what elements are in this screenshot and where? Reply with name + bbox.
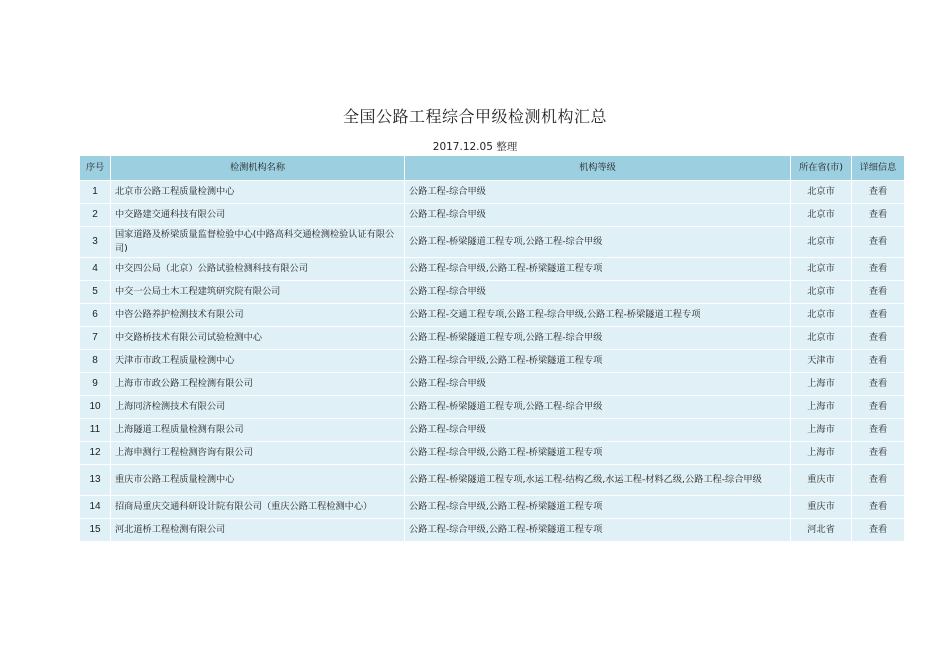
row-grade: 公路工程-综合甲级: [405, 419, 791, 442]
view-detail-link[interactable]: 查看: [868, 401, 888, 412]
view-detail-link[interactable]: 查看: [868, 501, 888, 512]
row-no: 15: [80, 519, 111, 542]
view-detail-link[interactable]: 查看: [868, 186, 888, 197]
row-name: 上海隧道工程质量检测有限公司: [111, 419, 405, 442]
view-detail-link[interactable]: 查看: [868, 236, 888, 247]
row-no: 1: [80, 181, 111, 204]
row-name: 中交四公局（北京）公路试验检测科技有限公司: [111, 258, 405, 281]
date-line: 2017.12.05 整理: [432, 141, 518, 153]
row-name: 国家道路及桥梁质量监督检验中心(中路高科交通检测检验认证有限公司): [111, 227, 405, 258]
row-name: 河北道桥工程检测有限公司: [111, 519, 405, 542]
header-no: 序号: [80, 156, 111, 181]
row-name: 上海申测行工程检测咨询有限公司: [111, 442, 405, 465]
row-detail-cell: [852, 258, 905, 281]
row-no: 6: [80, 304, 111, 327]
table-row: [80, 304, 905, 327]
institutions-table: [79, 155, 905, 542]
row-detail-cell: [852, 304, 905, 327]
row-no: 3: [80, 227, 111, 258]
table-row: [80, 396, 905, 419]
view-detail-link[interactable]: 查看: [868, 309, 888, 320]
row-province: 北京市: [791, 227, 852, 258]
table-row: [80, 350, 905, 373]
row-province: 北京市: [791, 258, 852, 281]
row-province: 重庆市: [791, 496, 852, 519]
row-name: 中交路建交通科技有限公司: [111, 204, 405, 227]
view-detail-link[interactable]: 查看: [868, 286, 888, 297]
row-grade: 公路工程-综合甲级: [405, 181, 791, 204]
view-detail-link[interactable]: 查看: [868, 263, 888, 274]
row-grade: 公路工程-桥梁隧道工程专项,水运工程-结构乙级,水运工程-材料乙级,公路工程-综合甲级: [405, 465, 791, 496]
row-no: 7: [80, 327, 111, 350]
row-name: 上海同济检测技术有限公司: [111, 396, 405, 419]
table-row: [80, 181, 905, 204]
row-detail-cell: [852, 181, 905, 204]
row-no: 4: [80, 258, 111, 281]
row-grade: 公路工程-交通工程专项,公路工程-综合甲级,公路工程-桥梁隧道工程专项: [405, 304, 791, 327]
row-no: 10: [80, 396, 111, 419]
row-province: 北京市: [791, 304, 852, 327]
row-detail-cell: [852, 419, 905, 442]
table-row: [80, 419, 905, 442]
view-detail-link[interactable]: 查看: [868, 209, 888, 220]
view-detail-link[interactable]: 查看: [868, 332, 888, 343]
row-no: 12: [80, 442, 111, 465]
row-name: 北京市公路工程质量检测中心: [111, 181, 405, 204]
page-title: 全国公路工程综合甲级检测机构汇总: [342, 107, 607, 126]
row-detail-cell: [852, 204, 905, 227]
table-row: [80, 442, 905, 465]
row-name: 上海市市政公路工程检测有限公司: [111, 373, 405, 396]
row-detail-cell: [852, 496, 905, 519]
row-detail-cell: [852, 465, 905, 496]
row-grade: 公路工程-综合甲级: [405, 373, 791, 396]
institutions-table-container: [79, 155, 904, 542]
row-no: 13: [80, 465, 111, 496]
row-detail-cell: [852, 442, 905, 465]
row-province: 上海市: [791, 419, 852, 442]
row-detail-cell: [852, 227, 905, 258]
row-no: 2: [80, 204, 111, 227]
row-name: 中交一公局土木工程建筑研究院有限公司: [111, 281, 405, 304]
row-name: 天津市市政工程质量检测中心: [111, 350, 405, 373]
view-detail-link[interactable]: 查看: [868, 447, 888, 458]
header-detail: 详细信息: [852, 156, 905, 181]
row-no: 11: [80, 419, 111, 442]
row-detail-cell: [852, 396, 905, 419]
row-grade: 公路工程-综合甲级: [405, 281, 791, 304]
row-name: 中咨公路养护检测技术有限公司: [111, 304, 405, 327]
table-row: [80, 465, 905, 496]
row-province: 上海市: [791, 442, 852, 465]
row-grade: 公路工程-综合甲级,公路工程-桥梁隧道工程专项: [405, 258, 791, 281]
row-province: 北京市: [791, 327, 852, 350]
row-name: 中交路桥技术有限公司试验检测中心: [111, 327, 405, 350]
row-province: 天津市: [791, 350, 852, 373]
row-detail-cell: [852, 281, 905, 304]
table-row: [80, 281, 905, 304]
header-grade: 机构等级: [405, 156, 791, 181]
row-no: 9: [80, 373, 111, 396]
row-detail-cell: [852, 350, 905, 373]
row-name: 重庆市公路工程质量检测中心: [111, 465, 405, 496]
view-detail-link[interactable]: 查看: [868, 355, 888, 366]
row-province: 上海市: [791, 373, 852, 396]
row-grade: 公路工程-综合甲级,公路工程-桥梁隧道工程专项: [405, 442, 791, 465]
row-province: 重庆市: [791, 465, 852, 496]
view-detail-link[interactable]: 查看: [868, 378, 888, 389]
view-detail-link[interactable]: 查看: [868, 474, 888, 485]
row-no: 14: [80, 496, 111, 519]
row-province: 北京市: [791, 281, 852, 304]
table-row: [80, 519, 905, 542]
table-header-row: [80, 156, 905, 181]
table-row: [80, 258, 905, 281]
row-grade: 公路工程-综合甲级,公路工程-桥梁隧道工程专项: [405, 519, 791, 542]
table-row: [80, 496, 905, 519]
table-row: [80, 373, 905, 396]
row-grade: 公路工程-综合甲级,公路工程-桥梁隧道工程专项: [405, 350, 791, 373]
row-province: 北京市: [791, 181, 852, 204]
row-grade: 公路工程-综合甲级: [405, 204, 791, 227]
row-grade: 公路工程-桥梁隧道工程专项,公路工程-综合甲级: [405, 396, 791, 419]
header-province: 所在省(市): [791, 156, 852, 181]
row-detail-cell: [852, 519, 905, 542]
table-row: [80, 204, 905, 227]
row-name: 招商局重庆交通科研设计院有限公司（重庆公路工程检测中心）: [111, 496, 405, 519]
row-no: 8: [80, 350, 111, 373]
view-detail-link[interactable]: 查看: [868, 524, 888, 535]
row-detail-cell: [852, 327, 905, 350]
view-detail-link[interactable]: 查看: [868, 424, 888, 435]
table-row: [80, 327, 905, 350]
row-no: 5: [80, 281, 111, 304]
row-grade: 公路工程-桥梁隧道工程专项,公路工程-综合甲级: [405, 327, 791, 350]
row-province: 上海市: [791, 396, 852, 419]
row-grade: 公路工程-桥梁隧道工程专项,公路工程-综合甲级: [405, 227, 791, 258]
row-detail-cell: [852, 373, 905, 396]
row-province: 河北省: [791, 519, 852, 542]
header-name: 检测机构名称: [111, 156, 405, 181]
row-province: 北京市: [791, 204, 852, 227]
table-row: [80, 227, 905, 258]
row-grade: 公路工程-综合甲级,公路工程-桥梁隧道工程专项: [405, 496, 791, 519]
